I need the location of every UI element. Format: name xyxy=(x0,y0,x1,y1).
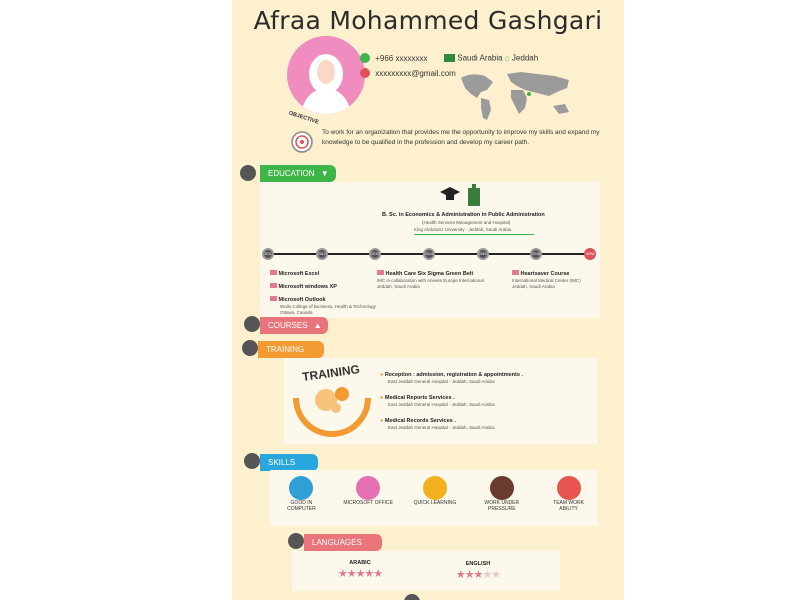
edu-item-heartsaver xyxy=(512,270,598,278)
edu-item-sub: Wollo College of Business, Health & Technology xyxy=(280,304,376,309)
edu-item-title: Microsoft Outlook xyxy=(278,297,326,303)
graduation-cap-icon xyxy=(440,184,484,208)
skill-item xyxy=(343,476,393,512)
edu-item-title: Health Care Six Sigma Green Belt xyxy=(385,271,474,277)
skills-tab[interactable] xyxy=(260,454,318,471)
star-icon: ★★★ xyxy=(455,569,483,581)
training-item-sub: East Jeddah General Hospital - Jeddah, Saudi Arabia xyxy=(388,379,495,384)
edu-item-title: Microsoft Excel xyxy=(278,271,320,277)
objective-label: OBJECTIVE xyxy=(287,110,320,126)
star-icon: ★★★★★ xyxy=(337,568,383,580)
computer-icon xyxy=(289,476,313,500)
training-item xyxy=(380,395,595,408)
edu-item-title: Heartsaver Course xyxy=(520,271,570,277)
education-tab-label: EDUCATION xyxy=(268,169,315,178)
skill-item xyxy=(544,476,594,512)
edu-item-sub2: Ottawa, Canada xyxy=(280,310,313,315)
education-col-3 xyxy=(512,270,598,290)
skills-list xyxy=(268,476,602,512)
edu-item-sub: IMC in collaboration with Aneeks Europe International xyxy=(377,278,484,283)
language-name: ENGLISH xyxy=(465,561,491,567)
edu-item-title: Microsoft windows XP xyxy=(278,284,337,290)
training-item-title: Reception : admission, registration & appointments . xyxy=(384,372,523,378)
courses-tab[interactable] xyxy=(260,317,328,334)
training-section-icon xyxy=(242,340,258,356)
city-text: Jeddah xyxy=(511,53,539,63)
training-item xyxy=(380,372,595,385)
languages-section-icon xyxy=(288,533,304,549)
training-year: 2016 xyxy=(330,426,341,431)
location-row xyxy=(444,53,538,62)
bullet-icon: ● xyxy=(380,418,384,424)
email-text: xxxxxxxxx@gmail.com xyxy=(375,68,456,78)
education-tab[interactable] xyxy=(260,165,336,182)
team-icon xyxy=(557,476,581,500)
country-text: Saudi Arabia xyxy=(457,53,503,63)
phone-text: +966 xxxxxxxx xyxy=(375,53,428,63)
skills-section-icon xyxy=(244,453,260,469)
chevron-down-icon: ▼ xyxy=(320,169,329,178)
phone-icon xyxy=(360,53,370,63)
training-item-title: Medical Records Services . xyxy=(384,418,456,424)
home-icon: ⌂ xyxy=(504,53,510,63)
skill-label: WORK UNDER PRESSURE xyxy=(484,500,520,512)
certificate-icon xyxy=(270,270,277,275)
skill-item xyxy=(477,476,527,512)
chevron-up-icon: ▲ xyxy=(313,321,322,330)
education-section-icon xyxy=(240,165,256,181)
skill-label: MICROSOFT OFFICE xyxy=(343,500,393,506)
training-tab[interactable] xyxy=(258,341,324,358)
edu-item-sub: International Medical Center (IMC) xyxy=(512,278,581,283)
certificate-icon xyxy=(270,296,277,301)
courses-section-icon xyxy=(244,316,260,332)
training-item-sub: East Jeddah General Hospital - Jeddah, Saudi Arabia xyxy=(388,402,495,407)
edu-item-sub2: Jeddah, Saudi Arabia xyxy=(377,284,420,289)
avatar xyxy=(287,36,365,114)
skill-label: GOOD IN COMPUTER xyxy=(287,500,316,512)
bullet-icon: ● xyxy=(380,372,384,378)
language-item xyxy=(448,561,508,581)
timeline-year-marker: 2012 xyxy=(316,248,328,260)
certificate-icon xyxy=(270,283,277,288)
edu-item-outlook xyxy=(270,296,390,304)
skill-item xyxy=(410,476,460,512)
training-badge-label: TRAINING xyxy=(301,362,361,384)
training-list xyxy=(380,372,595,431)
university-text: King Abdulaziz University - Jeddah, Saudi Arabia xyxy=(414,227,512,232)
courses-tab-label: COURSES xyxy=(268,321,308,330)
timeline-year-marker: 2011 xyxy=(262,248,274,260)
training-item xyxy=(380,418,595,431)
skill-label: QUICK LEARNING xyxy=(413,500,457,506)
language-item xyxy=(330,560,390,580)
timeline-year-marker: 2014 xyxy=(423,248,435,260)
gears-icon xyxy=(490,476,514,500)
languages-tab[interactable] xyxy=(304,534,382,551)
degree-title: B. Sc. in Economics & Administration in Public Administration xyxy=(382,212,545,218)
degree-line xyxy=(414,234,534,235)
training-item-title: Medical Reports Services . xyxy=(384,395,455,401)
rating-stars xyxy=(448,568,508,581)
footer-section-icon xyxy=(404,594,420,600)
training-tab-label: TRAINING xyxy=(266,345,305,354)
saudi-flag-icon xyxy=(444,54,455,62)
bullet-icon: ● xyxy=(380,395,384,401)
skill-item xyxy=(276,476,326,512)
candidate-name: Afraa Mohammed Gashgari xyxy=(253,6,603,35)
lightbulb-icon xyxy=(423,476,447,500)
rating-stars xyxy=(330,567,390,580)
phone-row xyxy=(360,53,427,63)
email-icon xyxy=(360,68,370,78)
education-col-2 xyxy=(377,270,502,290)
objective-text: To work for an organization that provides me the opportunity to improve my skills and expand my knowledge to be qualified in the profession and develop my career path. xyxy=(322,129,600,146)
edu-item-excel xyxy=(270,270,390,278)
office-icon xyxy=(356,476,380,500)
language-name: ARABIC xyxy=(349,560,371,566)
training-item-sub: East Jeddah General Hospital - Jeddah, Saudi Arabia xyxy=(388,425,495,430)
world-map xyxy=(457,68,577,124)
edu-item-six-sigma xyxy=(377,270,502,278)
resume-page xyxy=(232,0,624,600)
timeline-year-marker: NOW xyxy=(584,248,596,260)
email-row xyxy=(360,68,456,78)
star-empty-icon: ★★ xyxy=(482,569,501,581)
edu-item-windows xyxy=(270,283,390,291)
languages-tab-label: LANGUAGES xyxy=(312,538,362,547)
degree-subtitle: (Health Services Management and Hospital) xyxy=(422,220,511,225)
education-col-1 xyxy=(270,270,390,316)
timeline-year-marker: 2013 xyxy=(369,248,381,260)
timeline-year-marker: 2016 xyxy=(530,248,542,260)
skill-label: TEAM WORK ABILITY xyxy=(553,500,584,512)
timeline-year-marker: 2015 xyxy=(477,248,489,260)
skills-tab-label: SKILLS xyxy=(268,458,296,467)
person-icon xyxy=(287,36,365,114)
edu-item-sub2: Jeddah, Saudi Arabia xyxy=(512,284,555,289)
certificate-icon xyxy=(512,270,519,275)
certificate-icon xyxy=(377,270,384,275)
